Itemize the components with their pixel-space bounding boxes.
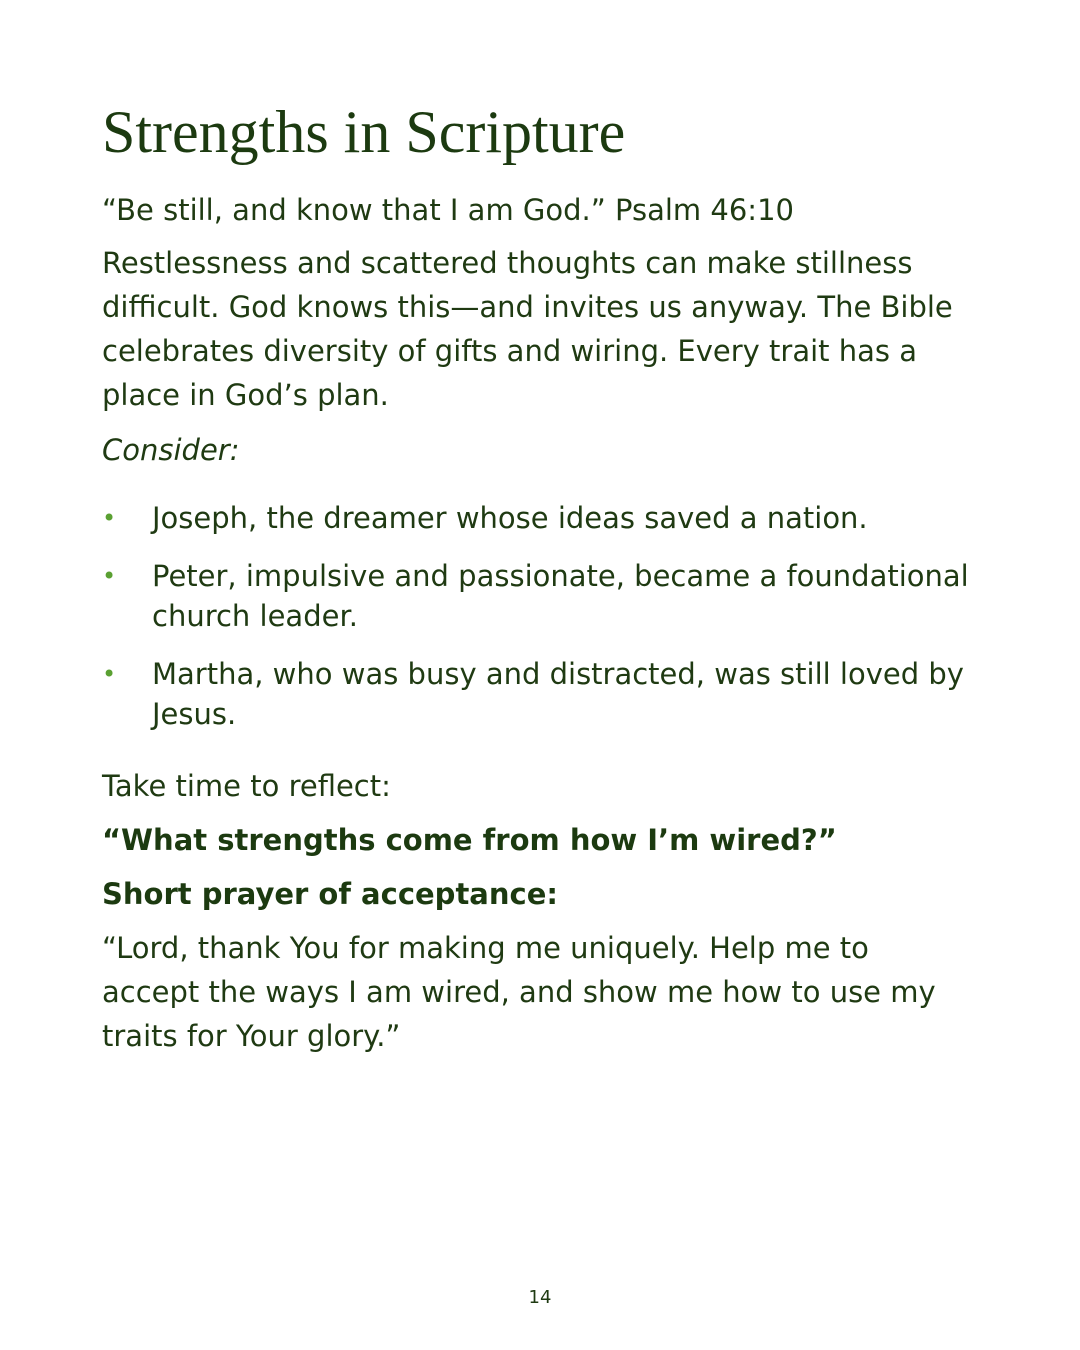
- reflect-question: “What strengths come from how I’m wired?”: [102, 823, 837, 857]
- list-item-text: Peter, impulsive and passionate, became a foundational church leader.: [152, 559, 969, 633]
- examples-list: [102, 498, 972, 752]
- bullet-icon: •: [102, 660, 117, 688]
- list-item-text: Martha, who was busy and distracted, was still loved by Jesus.: [152, 657, 964, 731]
- page-title: Strengths in Scripture: [102, 99, 626, 165]
- list-item: [102, 654, 972, 734]
- bullet-icon: •: [102, 504, 117, 532]
- prayer-text: “Lord, thank You for making me uniquely. Help me to accept the ways I am wired, and show me how to use my traits for Your glory.”: [102, 931, 936, 1053]
- consider-label: Consider:: [102, 433, 240, 467]
- list-item: [102, 556, 972, 636]
- page-number: 14: [528, 1287, 552, 1308]
- reflect-prompt: Take time to reflect:: [102, 769, 391, 803]
- bullet-icon: •: [102, 562, 117, 590]
- list-item-text: Joseph, the dreamer whose ideas saved a nation.: [152, 501, 868, 535]
- intro-paragraph: Restlessness and scattered thoughts can make stillness difficult. God knows this—and invites us anyway. The Bible celebrates diversity of gifts and wiring. Every trait has a place in God’s plan.: [102, 246, 953, 412]
- scripture-verse: “Be still, and know that I am God.” Psalm 46:10: [102, 193, 794, 227]
- prayer-heading: Short prayer of acceptance:: [102, 877, 558, 911]
- list-item: [102, 498, 972, 538]
